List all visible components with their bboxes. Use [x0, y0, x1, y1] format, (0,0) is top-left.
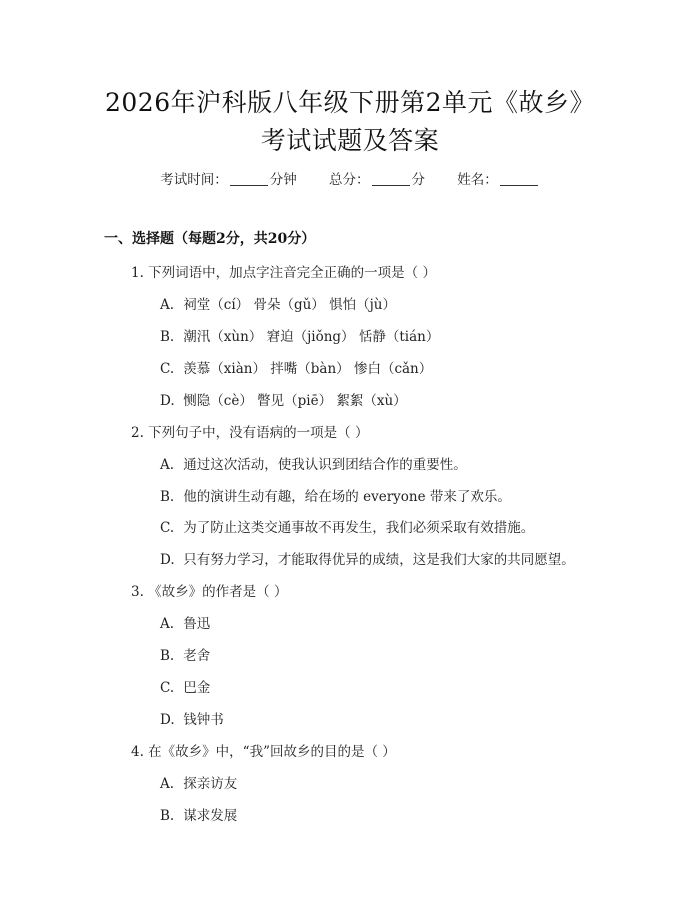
option-letter: B.	[160, 648, 175, 664]
option-letter: A.	[160, 616, 175, 632]
question-option	[160, 293, 396, 313]
name-label: 姓名：	[457, 172, 498, 188]
option-letter: B.	[160, 808, 175, 824]
option-letter: C.	[160, 361, 175, 377]
question-stem: 2. 下列句子中，没有语病的一项是（ ）	[131, 425, 369, 441]
document-subtitle: 考试试题及答案	[260, 126, 440, 155]
exam-info-line	[0, 168, 700, 188]
option-letter: A.	[160, 297, 175, 313]
exam-time-blank	[230, 173, 268, 186]
option-letter: A.	[160, 457, 175, 473]
option-text: 潮汛（xùn） 窘迫（jiǒng） 恬静（tián）	[183, 329, 440, 345]
question-option	[160, 357, 432, 377]
question-stem: 3. 《故乡》的作者是（ ）	[131, 584, 288, 600]
option-letter: C.	[160, 680, 175, 696]
option-letter: D.	[160, 712, 175, 728]
total-score-unit: 分	[411, 172, 425, 188]
option-text: 谋求发展	[183, 808, 238, 824]
option-text: 钱钟书	[183, 712, 224, 728]
option-text: 探亲访友	[183, 776, 238, 792]
total-score-blank	[372, 173, 410, 186]
option-text: 巴金	[183, 680, 211, 696]
question-option	[160, 389, 407, 409]
option-text: 羡慕（xiàn） 拌嘴（bàn） 惨白（cǎn）	[183, 361, 433, 377]
question-option	[160, 644, 210, 664]
question-option	[160, 548, 575, 568]
option-text: 他的演讲生动有趣，给在场的 everyone 带来了欢乐。	[183, 489, 511, 505]
option-text: 为了防止这类交通事故不再发生，我们必须采取有效措施。	[183, 520, 535, 536]
question-option	[160, 485, 511, 505]
total-score-field	[329, 172, 429, 188]
exam-time-label: 考试时间：	[160, 172, 228, 188]
option-text: 老舍	[183, 648, 211, 664]
option-letter: B.	[160, 329, 175, 345]
name-field	[457, 172, 540, 188]
question-option	[160, 325, 439, 345]
exam-time-field	[160, 172, 301, 188]
question-option	[160, 516, 534, 536]
option-text: 鲁迅	[183, 616, 211, 632]
question-stem: 4. 在《故乡》中，“我”回故乡的目的是（ ）	[131, 744, 396, 760]
name-blank	[500, 173, 538, 186]
option-letter: C.	[160, 520, 175, 536]
option-text: 通过这次活动，使我认识到团结合作的重要性。	[183, 457, 467, 473]
option-letter: D.	[160, 393, 175, 409]
question-stem: 1. 下列词语中，加点字注音完全正确的一项是（ ）	[131, 265, 436, 281]
section-heading-choice: 一、选择题（每题2分，共20分）	[104, 231, 316, 247]
exam-time-unit: 分钟	[269, 172, 297, 188]
question-option	[160, 676, 210, 696]
question-option	[160, 612, 210, 632]
question-option	[160, 453, 467, 473]
option-text: 只有努力学习，才能取得优异的成绩，这是我们大家的共同愿望。	[183, 552, 575, 568]
option-text: 恻隐（cè） 瞥见（piē） 絮絮（xù）	[183, 393, 407, 409]
option-letter: B.	[160, 489, 175, 505]
total-score-label: 总分：	[329, 172, 370, 188]
option-text: 祠堂（cí） 骨朵（gǔ） 惧怕（jù）	[183, 297, 396, 313]
question-option	[160, 708, 224, 728]
document-title: 2026年沪科版八年级下册第2单元《故乡》	[104, 88, 596, 117]
option-letter: D.	[160, 552, 175, 568]
question-option	[160, 804, 237, 824]
question-option	[160, 772, 237, 792]
option-letter: A.	[160, 776, 175, 792]
